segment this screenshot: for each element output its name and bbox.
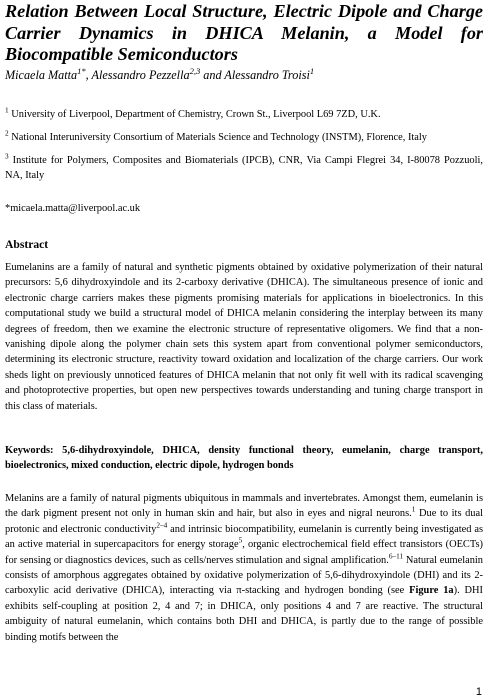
intro-text: Natural eumelanin consists of amorphous aggregates obtained by oxidative polymerization of 5,6-dihydroxyindole (DHI) and its 2-carboxylic acid derivative (DHICA), interacting via π-stacking and hydrogen bonding (see xyxy=(5,554,483,597)
abstract-heading: Abstract xyxy=(5,238,49,251)
affiliation xyxy=(5,107,483,122)
affiliation xyxy=(5,153,483,184)
citation: 2–4 xyxy=(156,521,168,530)
intro-paragraph xyxy=(5,491,483,645)
citation: 1 xyxy=(411,505,416,514)
author-affiliation-mark: 2,3 xyxy=(189,65,201,76)
intro-text: Melanins are a family of natural pigments ubiquitous in mammals and invertebrates. Amongst them, eumelanin is the dark pigment present not only in human skin and hair, but also in eyes and nigral neurons. xyxy=(5,493,483,520)
author-name: Micaela Matta xyxy=(5,68,78,82)
intro-text: ). DHI exhibits self-coupling at position 2, 4 and 7; in DHICA, only positions 4 and 7 are reactive. The structural ambiguity of natural eumelanin, which contains both DHI and DHICA, is partly due to the range of possible binding motifs between the xyxy=(5,585,483,643)
intro-text: Due to its dual protonic and electronic conductivity xyxy=(5,508,483,535)
author-affiliation-mark: 1 xyxy=(309,65,315,76)
author-separator: and xyxy=(200,68,225,82)
author-affiliation-mark: 1* xyxy=(77,65,86,76)
citation: 5 xyxy=(238,536,243,545)
affiliation-number: 2 xyxy=(5,129,9,138)
intro-text: , organic electrochemical field effect transistors (OECTs) for sensing or diagnostics devices, such as cells/nerves stimulation and signal amplification. xyxy=(5,539,483,566)
author-name: Alessandro Troisi xyxy=(224,68,310,82)
author-list xyxy=(5,65,475,82)
figure-reference[interactable]: Figure 1a xyxy=(409,585,454,597)
corresponding-email[interactable]: *micaela.matta@liverpool.ac.uk xyxy=(5,203,141,214)
affiliation-number: 1 xyxy=(5,106,9,115)
affiliation-text: Institute for Polymers, Composites and Biomaterials (IPCB), CNR, Via Campi Flegrei 34, I-80078 Pozzuoli, NA, Italy xyxy=(5,155,483,182)
affiliation-number: 3 xyxy=(5,152,9,161)
author-name: Alessandro Pezzella xyxy=(91,68,190,82)
page-number: 1 xyxy=(475,686,482,698)
affiliation-text: University of Liverpool, Department of Chemistry, Crown St., Liverpool L69 7ZD, U.K. xyxy=(11,109,381,120)
abstract-text: Eumelanins are a family of natural and synthetic pigments obtained by oxidative polymerization of their natural precursors: 5,6 dihydroxyindole and its 2-carboxy derivative (DHICA). The simultaneous presence of ionic and electronic charge carriers makes these pigments promising materials for applications in bioelectronics. In this computational study we build a structural model of DHICA melanin considering the interplay between its many degrees of freedom, then we examine the electronic structure of representative oligomers. We find that a non-vanishing dipole along the polymer chain sets this system apart from conventional polymer semiconductors, determining its electronic structure, reactivity toward oxidation and localization of the charge carriers. Our work sheds light on previously unnoticed features of DHICA melanin that not only fit well with its radical scavenging and photoprotective properties, but open new perspectives towards understanding and tuning charge transport in this class of materials. xyxy=(5,262,483,412)
affiliation xyxy=(5,130,483,145)
paper-title: Relation Between Local Structure, Electric Dipole and Charge Carrier Dynamics in DHICA Melanin, a Model for Biocompatible Semiconductors xyxy=(5,1,483,65)
intro-text: and intrinsic biocompatibility, eumelanin is currently being investigated as an active material in supercapacitors for energy storage xyxy=(5,523,483,551)
keywords: Keywords: 5,6-dihydroxyindole, DHICA, density functional theory, eumelanin, charge transport, bioelectronics, mixed conduction, electric dipole, hydrogen bonds xyxy=(5,445,483,472)
citation: 6–11 xyxy=(388,552,404,561)
affiliation-text: National Interuniversity Consortium of Materials Science and Technology (INSTM), Florence, Italy xyxy=(11,132,428,143)
author-separator: , xyxy=(85,68,92,82)
